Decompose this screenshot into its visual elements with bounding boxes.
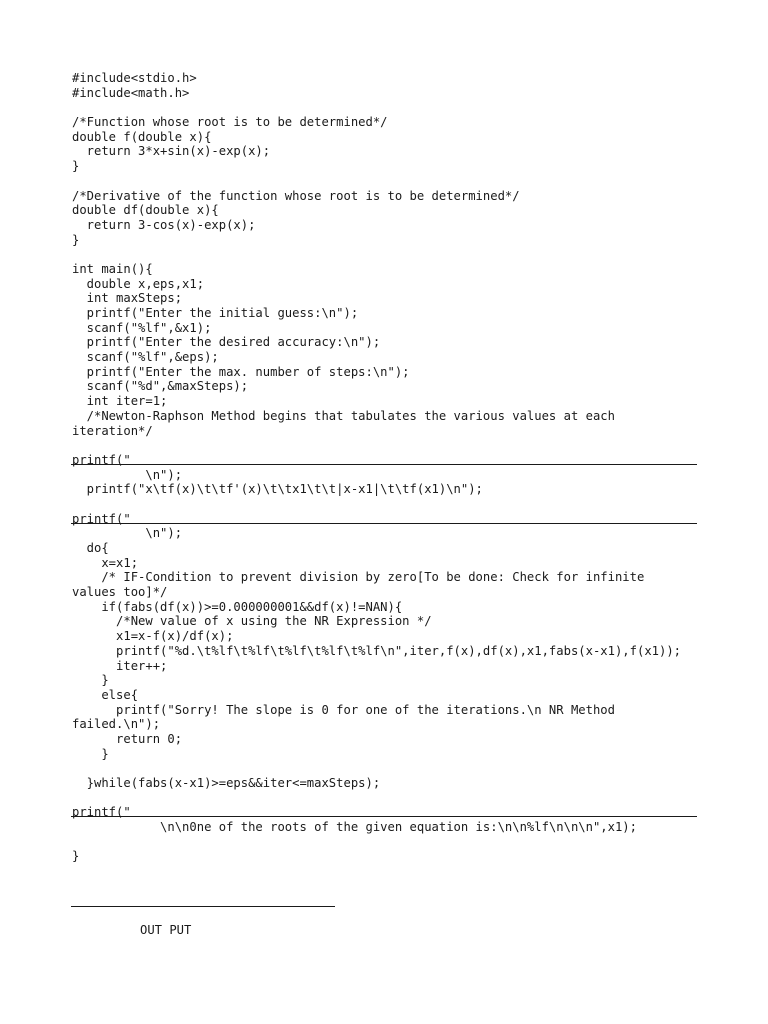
code-line: } <box>72 159 80 174</box>
code-line: printf("Sorry! The slope is 0 for one of the iterations.\n NR Method <box>72 702 615 717</box>
code-line: int main(){ <box>72 261 153 276</box>
code-line: double df(double x){ <box>72 203 219 218</box>
printf-underline-rule <box>71 816 697 817</box>
code-line <box>72 497 712 512</box>
code-line: printf("Enter the initial guess:\n"); <box>72 306 359 320</box>
code-line <box>72 835 712 850</box>
code-line: if(fabs(df(x))>=0.000000001&&df(x)!=NAN){ <box>72 599 403 614</box>
code-line: scanf("%lf",&x1); <box>72 320 212 335</box>
code-line: double f(double x){ <box>72 129 212 144</box>
code-line: } <box>72 849 80 864</box>
code-line: printf(" <box>72 452 131 467</box>
code-line: x=x1; <box>72 555 139 570</box>
code-line: x1=x-f(x)/df(x); <box>72 629 234 644</box>
code-line: scanf("%d",&maxSteps); <box>72 379 249 394</box>
code-line: else{ <box>72 687 139 702</box>
code-line: printf(" <box>72 511 131 526</box>
code-line: /*Function whose root is to be determined*/ <box>72 115 388 130</box>
code-line: return 0; <box>72 731 183 746</box>
code-line <box>72 791 712 806</box>
code-line: /* IF-Condition to prevent division by zero[To be done: Check for infinite <box>72 570 645 585</box>
code-line: printf("Enter the max. number of steps:\n"); <box>72 364 410 379</box>
code-line: \n"); <box>72 467 183 482</box>
code-line: printf("x\tf(x)\t\tf'(x)\t\tx1\t\t|x-x1|\t\tf(x1)\n"); <box>72 482 483 497</box>
code-line: #include<stdio.h> <box>72 71 197 85</box>
printf-underline-rule <box>71 523 697 524</box>
code-line <box>72 247 712 262</box>
section-divider <box>71 906 335 907</box>
code-line: failed.\n"); <box>72 717 161 732</box>
code-line <box>72 761 712 776</box>
code-line: do{ <box>72 541 109 555</box>
code-line: } <box>72 673 109 688</box>
printf-underline-rule <box>71 464 697 465</box>
code-line: printf("Enter the desired accuracy:\n"); <box>72 335 381 350</box>
code-line: } <box>72 232 80 247</box>
code-line: return 3-cos(x)-exp(x); <box>72 217 256 232</box>
code-line <box>72 174 712 189</box>
code-line: int maxSteps; <box>72 291 183 306</box>
code-line: }while(fabs(x-x1)>=eps&&iter<=maxSteps); <box>72 776 381 790</box>
output-heading: OUT PUT <box>140 923 192 937</box>
code-line: double x,eps,x1; <box>72 276 205 291</box>
code-line: printf(" <box>72 805 131 820</box>
code-line <box>72 100 712 115</box>
code-line: \n\n0ne of the roots of the given equation is:\n\n%lf\n\n\n",x1); <box>72 820 637 835</box>
code-line: /*New value of x using the NR Expression */ <box>72 614 432 629</box>
code-line: /*Newton-Raphson Method begins that tabulates the various values at each <box>72 408 615 423</box>
code-line: /*Derivative of the function whose root is to be determined*/ <box>72 188 520 203</box>
code-line: values too]*/ <box>72 585 168 600</box>
code-line <box>72 438 712 453</box>
code-line: #include<math.h> <box>72 85 190 100</box>
code-line: int iter=1; <box>72 394 168 409</box>
code-listing <box>72 71 712 864</box>
code-line: printf("%d.\t%lf\t%lf\t%lf\t%lf\t%lf\n",iter,f(x),df(x),x1,fabs(x-x1),f(x1)); <box>72 643 682 658</box>
code-line: scanf("%lf",&eps); <box>72 350 219 365</box>
code-line: \n"); <box>72 526 183 541</box>
code-line: } <box>72 746 109 761</box>
code-line: return 3*x+sin(x)-exp(x); <box>72 144 271 159</box>
code-line: iter++; <box>72 658 168 673</box>
code-line: iteration*/ <box>72 423 153 438</box>
